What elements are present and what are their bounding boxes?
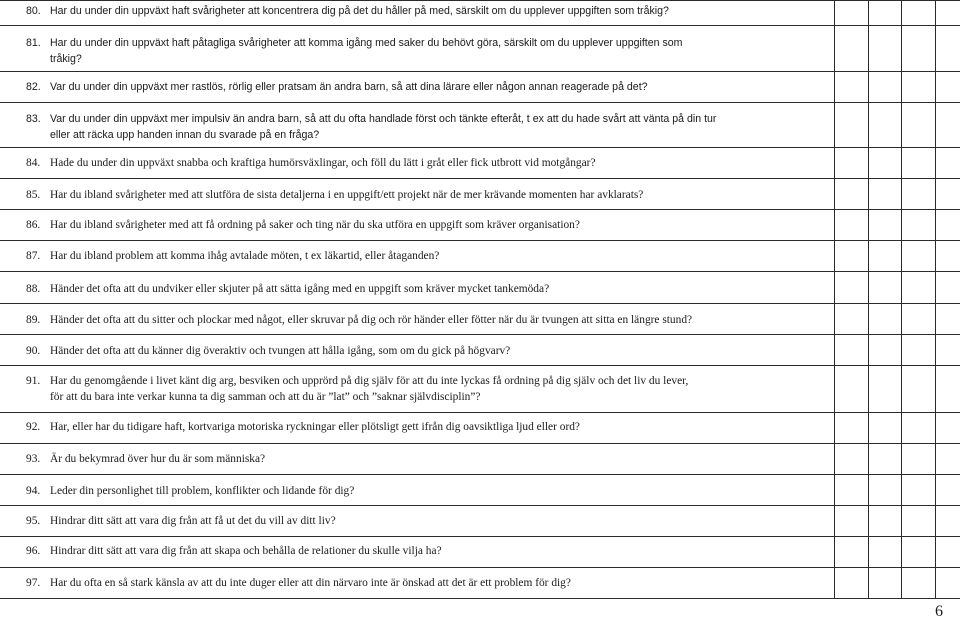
column-line: [935, 0, 936, 598]
question-number: 83.: [26, 113, 41, 125]
table-rule: [0, 102, 960, 103]
question-row: [26, 4, 669, 20]
table-rule: [0, 303, 960, 304]
question-number: 94.: [26, 485, 41, 497]
question-row: [26, 452, 265, 468]
question-text: Hade du under din uppväxt snabba och kraftiga humörsväxlingar, och föll du lätt i gråt eller fick utbrott vid motgångar?: [50, 157, 596, 169]
question-number: 92.: [26, 421, 41, 433]
table-rule: [0, 365, 960, 366]
table-rule: [0, 334, 960, 335]
question-text: eller att räcka upp handen innan du svarade på en fråga?: [50, 128, 320, 141]
question-text: Har du under din uppväxt haft påtagliga svårigheter att komma igång med saker du behövt göra, särskilt om du upplever uppgiften som: [50, 37, 683, 49]
table-rule: [0, 240, 960, 241]
question-text: Hindrar ditt sätt att vara dig från att skapa och behålla de relationer du skulle vilja ha?: [50, 545, 442, 557]
question-text: Händer det ofta att du undviker eller skjuter på att sätta igång med en uppgift som kräver mycket tankemöda?: [50, 283, 550, 295]
table-rule: [0, 567, 960, 568]
question-text: Har du ibland problem att komma ihåg avtalade möten, t ex läkartid, eller åtaganden?: [50, 250, 440, 262]
question-row: [26, 112, 716, 143]
question-row: [26, 156, 596, 172]
question-row: [26, 544, 442, 560]
question-number: 88.: [26, 283, 41, 295]
question-number: 86.: [26, 219, 41, 231]
question-row: [26, 420, 580, 436]
question-text: för att du bara inte verkar kunna ta dig samman och att du är ”lat” och ”saknar självdisciplin”?: [50, 390, 481, 403]
page-number: 6: [935, 603, 943, 620]
question-row: [26, 514, 336, 530]
column-line: [901, 0, 902, 598]
question-number: 96.: [26, 545, 41, 557]
question-text: Har, eller har du tidigare haft, kortvariga motoriska ryckningar eller plötsligt gett ifrån dig oavsiktliga ljud eller ord?: [50, 421, 580, 433]
table-rule: [0, 271, 960, 272]
question-text: Har du ofta en så stark känsla av att du inte duger eller att din närvaro inte är önskad att det är ett problem för dig?: [50, 577, 571, 589]
question-number: 81.: [26, 37, 41, 49]
column-line: [834, 0, 835, 598]
question-text: tråkig?: [50, 52, 82, 65]
question-number: 87.: [26, 250, 41, 262]
question-text: Hindrar ditt sätt att vara dig från att få ut det du vill av ditt liv?: [50, 515, 336, 527]
table-rule: [0, 505, 960, 506]
table-rule: [0, 474, 960, 475]
table-rule: [0, 25, 960, 26]
question-number: 90.: [26, 345, 41, 357]
question-text: Händer det ofta att du sitter och plockar med något, eller skruvar på dig och rör händer eller fötter när du är tvungen att sitta en längre stund?: [50, 314, 693, 326]
question-number: 82.: [26, 81, 41, 93]
table-rule: [0, 209, 960, 210]
question-text: Är du bekymrad över hur du är som människa?: [50, 453, 266, 465]
question-number: 85.: [26, 189, 41, 201]
column-line: [868, 0, 869, 598]
question-row: [26, 188, 643, 204]
question-text: Händer det ofta att du känner dig överaktiv och tvungen att hålla igång, som om du gick på högvarv?: [50, 345, 511, 357]
question-text: Har du ibland svårigheter med att slutföra de sista detaljerna i en uppgift/ett projekt när de mer krävande momenten har avklarats?: [50, 189, 644, 201]
question-row: [26, 576, 571, 592]
question-row: [26, 282, 549, 298]
question-number: 97.: [26, 577, 41, 589]
question-text: Har du genomgående i livet känt dig arg, besviken och upprörd på dig själv för att du inte lyckas få ordning på dig själv och det liv du lever,: [50, 375, 689, 387]
question-text: Var du under din uppväxt mer impulsiv än andra barn, så att du ofta handlade först och tänkte efteråt, t ex att du hade svårt att vänta på din tur: [50, 113, 717, 125]
question-text: Har du ibland svårigheter med att få ordning på saker och ting när du ska utföra en uppgift som kräver organisation?: [50, 219, 580, 231]
question-text: Var du under din uppväxt mer rastlös, rörlig eller pratsam än andra barn, så att dina lärare eller någon annan reagerade på det?: [50, 81, 648, 93]
question-row: [26, 249, 439, 265]
table-rule: [0, 0, 960, 1]
question-number: 84.: [26, 157, 41, 169]
table-rule: [0, 412, 960, 413]
question-row: [26, 344, 510, 360]
question-row: [26, 484, 354, 500]
table-rule: [0, 443, 960, 444]
question-text: Har du under din uppväxt haft svårigheter att koncentrera dig på det du håller på med, särskilt om du upplever uppgiften som tråkig?: [50, 5, 669, 17]
question-row: [26, 374, 688, 405]
question-row: [26, 80, 648, 96]
question-row: [26, 218, 580, 234]
table-rule: [0, 147, 960, 148]
question-text: Leder din personlighet till problem, konflikter och lidande för dig?: [50, 485, 355, 497]
table-rule: [0, 536, 960, 537]
table-rule: [0, 71, 960, 72]
question-row: [26, 313, 692, 329]
question-number: 89.: [26, 314, 41, 326]
question-row: [26, 36, 682, 67]
question-number: 95.: [26, 515, 41, 527]
question-number: 80.: [26, 5, 41, 17]
table-rule: [0, 598, 960, 599]
question-number: 93.: [26, 453, 41, 465]
question-number: 91.: [26, 375, 41, 387]
table-rule: [0, 178, 960, 179]
